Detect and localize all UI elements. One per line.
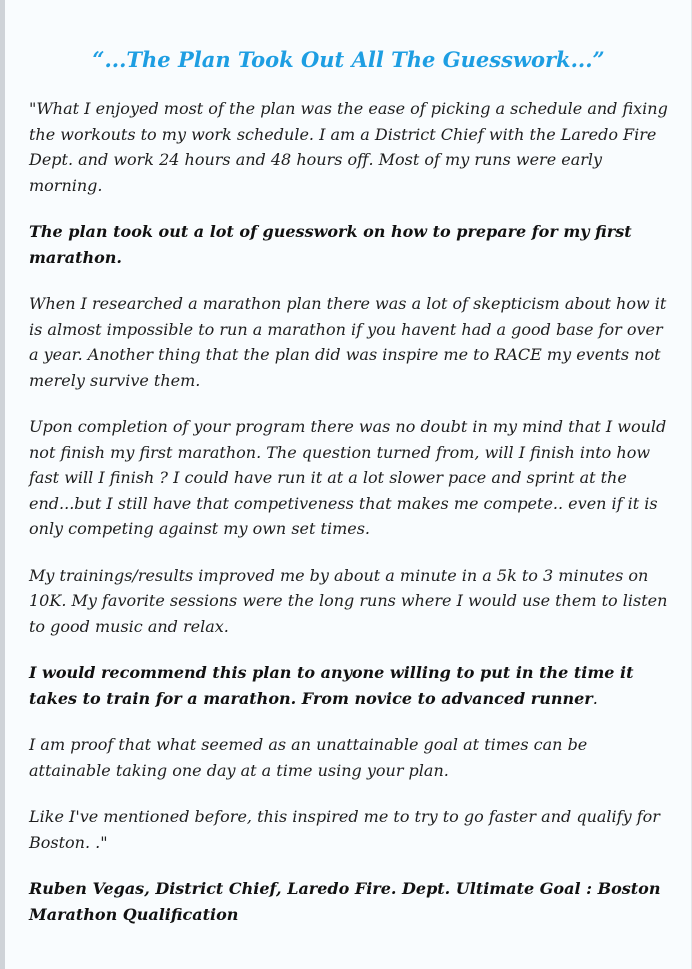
testimonial-title: “...The Plan Took Out All The Guesswork...” bbox=[92, 47, 605, 72]
paragraph-guesswork: The plan took out a lot of guesswork on how to prepare for my first marathon. bbox=[29, 222, 632, 267]
paragraph-completion: Upon completion of your program there was no doubt in my mind that I would not finish my first marathon. The question turned from, will I finish into how fast will I finish ? I could have run it at a lot slower pace and sprint at the end...but I still have that competiveness that makes me compete.. even if it is only competing against my own set times. bbox=[29, 417, 667, 538]
paragraph-results: My trainings/results improved me by about a minute in a 5k to 3 minutes on 10K. My favorite sessions were the long runs where I would use them to listen to good music and relax. bbox=[29, 565, 668, 636]
recommend-text: I would recommend this plan to anyone willing to put in the time it takes to train for a marathon. From novice to advanced runner bbox=[29, 663, 634, 708]
paragraph-proof: I am proof that what seemed as an unattainable goal at times can be attainable taking one day at a time using your plan. bbox=[29, 735, 588, 780]
recommend-period: . bbox=[592, 688, 598, 708]
paragraph-recommend bbox=[29, 660, 669, 711]
paragraph-boston: Like I've mentioned before, this inspired me to try to go faster and qualify for Boston. ." bbox=[29, 807, 660, 852]
testimonial-body bbox=[29, 96, 669, 948]
signature: Ruben Vegas, District Chief, Laredo Fire. Dept. Ultimate Goal : Boston Marathon Qualification bbox=[29, 879, 661, 924]
paragraph-enjoyed: "What I enjoyed most of the plan was the ease of picking a schedule and fixing the workouts to my work schedule. I am a District Chief with the Laredo Fire Dept. and work 24 hours and 48 hours off. Most of my runs were early morning. bbox=[29, 99, 668, 195]
paragraph-researched: When I researched a marathon plan there was a lot of skepticism about how it is almost impossible to run a marathon if you havent had a good base for over a year. Another thing that the plan did was inspire me to RACE my events not merely survive them. bbox=[29, 294, 667, 390]
